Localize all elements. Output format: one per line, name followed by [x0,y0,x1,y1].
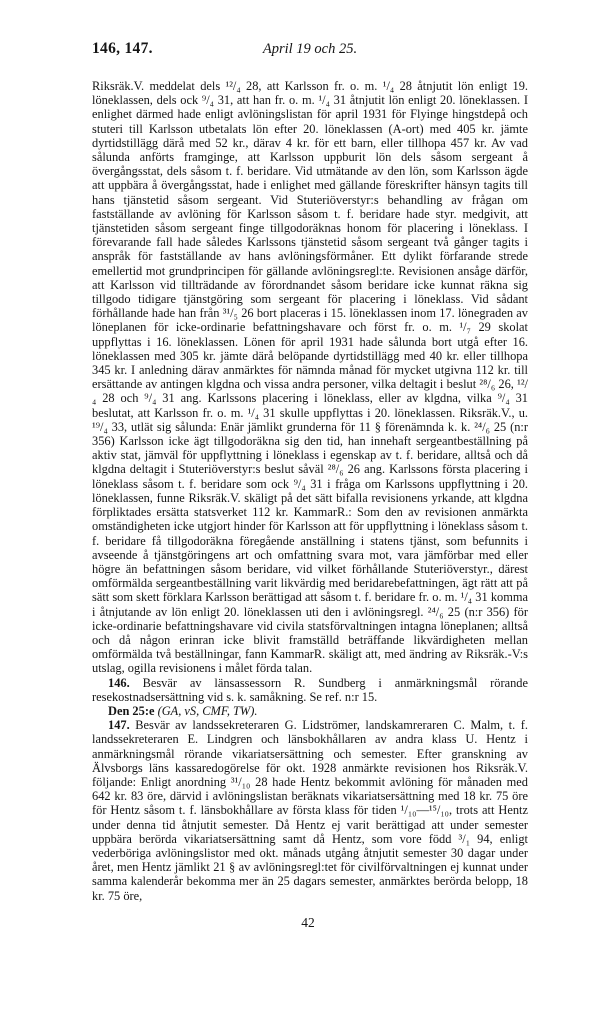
case-text: Besvär av länsassessorn R. Sundberg i anmärkningsmål rörande resekostnadsersättning vid s. k. samåkning. Se ref. n:r 15. [92,675,528,704]
case-146 [92,676,528,704]
page-numbers: 146, 147. [92,40,153,57]
running-head [92,40,528,60]
case-number: 147. [108,718,130,733]
case-text: Besvär av landssekreteraren G. Lidströmer, landskamreraren C. Malm, t. f. landssekreteraren E. Lindgren och länsbokhållaren av andra klass U. Hentz i anmärkningsmål rörande vikariatsersättning och semester. Efter granskning av Älvsborgs läns kassaredogörelse för okt. 1928 anmärkte revisionen hos Riksräk.V. följande: Enligt anordning ³¹/₁₀ 28 hade Hentz bekommit avlöning för månaden med 642 kr. 83 öre, därvid i avlöningslistan beräknats vikariatsersättning med 18 kr. 75 öre för Hentz såsom t. f. länsbokhållare av första klass för tiden ¹/₁₀—¹⁵/₁₀, trots att Hentz under denna tid åtnjutit semester. Då Hentz ej varit berättigad att under semester uppbära berörda vikariatsersättning samt då Hentz, som vore född ³/₁ 94, enligt vederböriga avlöningslistor med okt. månads utgång åtnjutit semester 30 dagar under året, men Hentz jämlikt 21 § av avlöningsregl:tet för civilförvaltningen ej kunnat under samma kalenderår bekomma mer än 25 dagars semester, anmärktes berörda belopp, 18 kr. 75 öre, [92,718,528,903]
date-line [92,704,528,718]
page-folio: 42 [301,915,315,930]
date-label: Den 25:e [108,703,155,718]
panel-members: (GA, vS, CMF, TW). [157,703,258,718]
date-heading: April 19 och 25. [262,41,358,57]
case-147 [92,718,528,903]
paragraph-continuation: Riksräk.V. meddelat dels ¹²/₄ 28, att Karlsson fr. o. m. ¹/₄ 28 åtnjutit lön enligt 19. löneklassen, dels ock ⁹/₄ 31, att han fr. o. m. ¹/₄ 31 åtnjutit lön enligt 20. löneklassen. I enlighet därmed hade enligt avlöningslistan för april 1931 för Flyinge hingstdepå och stuteri till Karlsson utbetalats lön efter 20. löneklassen (A-ort) med 405 kr. jämte dyrtidstillägg därå med 52 kr., därav 4 kr. för ett barn, eller tillhopa 457 kr. Av vad sålunda anförts framginge, att Karlsson uppburit lön dels såsom sergeant å övergångsstat, dels såsom t. f. beridare. Vid utmätande av den lön, som Karlsson ägde att uppbära å övergångsstat, hade i enlighet med gällande föreskrifter hänsyn tagits till hans tjänstetid såsom sergeant. Vid Stuteriöverstyr:s behandling av frågan om fastställande av avlöning för Karlsson såsom t. f. beridare hade styr. medgivit, att tjänstetiden såsom sergeant finge tillgodoräknas honom för placering i löneklass. I förevarande fall hade således Karlssons tjänstetid såsom sergeant två gånger tagits i anspråk för fastställande av hans avlöningsförmåner. Ett dylikt förfarande strede emellertid mot grundprincipen för gällande avlöningsregl:te. Revisionen ansåge därför, att Karlsson vid tillträdande av förordnandet såsom beridare icke kunnat räkna sig tillgodo tidigare tjänstgöring som sergeant för placering i löneklass. Vid sådant förhållande hade han från ³¹/₅ 26 bort placeras i 15. löneklassen inom 17. lönegraden av löneplanen för icke-ordinarie befattningshavare och först fr. o. m. ¹/₇ 29 skolat uppflyttas i 16. löneklassen. Lönen för april 1931 hade sålunda bort utgå efter 16. löneklassen med 305 kr. jämte därå belöpande dyrtidstillägg med 40 kr. eller tillhopa 345 kr. I anledning därav anmärktes för nämnda månad för mycket utgivna 112 kr. till ersättande av antingen klgdna och vissa andra personer, vilka deltagit i beslut ²⁸/₆ 26, ¹²/₄ 28 och ⁹/₄ 31 ang. Karlssons placering i löneklass, eller av klgdna, vilka ⁹/₄ 31 beslutat, att Karlsson fr. o. m. ¹/₄ 31 skulle uppflyttas i 20. löneklassen. Riksräk.V., u. ¹⁹/₄ 33, utlät sig sålunda: Enär jämlikt grunderna för 11 § förenämnda k. k. ²⁴/₆ 25 (n:r 356) Karlsson icke ägt tillgodoräkna sig den tid, han innehaft sergeantbeställning på aktiv stat, jämväl för uppflyttning i löneklass i egenskap av t. f. beridare, alltså och då klgdna deltagit i Stuteriöverstyr:s beslut såväl ²⁸/₆ 26 ang. Karlssons första placering i löneklass såsom t. f. beridare som ock ⁹/₄ 31 i fråga om Karlssons uppflyttning i 20. löneklassen, funne Riksräk.V. skäligt på det sätt bifalla revisionens yrkande, att klgdna förpliktades ersätta statsverket 112 kr. KammarR.: Som den av revisionen anmärkta omständigheten icke utgjort hinder för Karlsson att för uppflyttning i löneklass såsom t. f. beridare få tillgodoräkna föregående anställning i statens tjänst, som befunnits i avseende å tjänstgöringens art och omfattning svara mot, vara jämförbar med eller högre än befattningen såsom beridare, vid vilket förhållande Stuteriöverstyr., därest omförmälda sergeantbeställning varit likvärdig med beridarebefattningen, ägt rätt att på sätt som skett förklara Karlsson berättigad att såsom t. f. beridare fr. o. m. ¹/₄ 31 komma i åtnjutande av lön enligt 20. löneklassen uti den i avlöningsregl. ²⁴/₆ 25 (n:r 356) för icke-ordinarie befattningshavare vid civila statsförvaltningen intagna löneplanen; alltså och då någon erinran icke blivit framställd beträffande likvärdigheten mellan omförmälda två beställningar, fann KammarR. skäligt att, med ändring av Riksräk.-V:s utslag, ogilla revisionens i målet förda talan. [92,79,528,676]
body-text [92,79,528,903]
case-number: 146. [108,675,130,690]
